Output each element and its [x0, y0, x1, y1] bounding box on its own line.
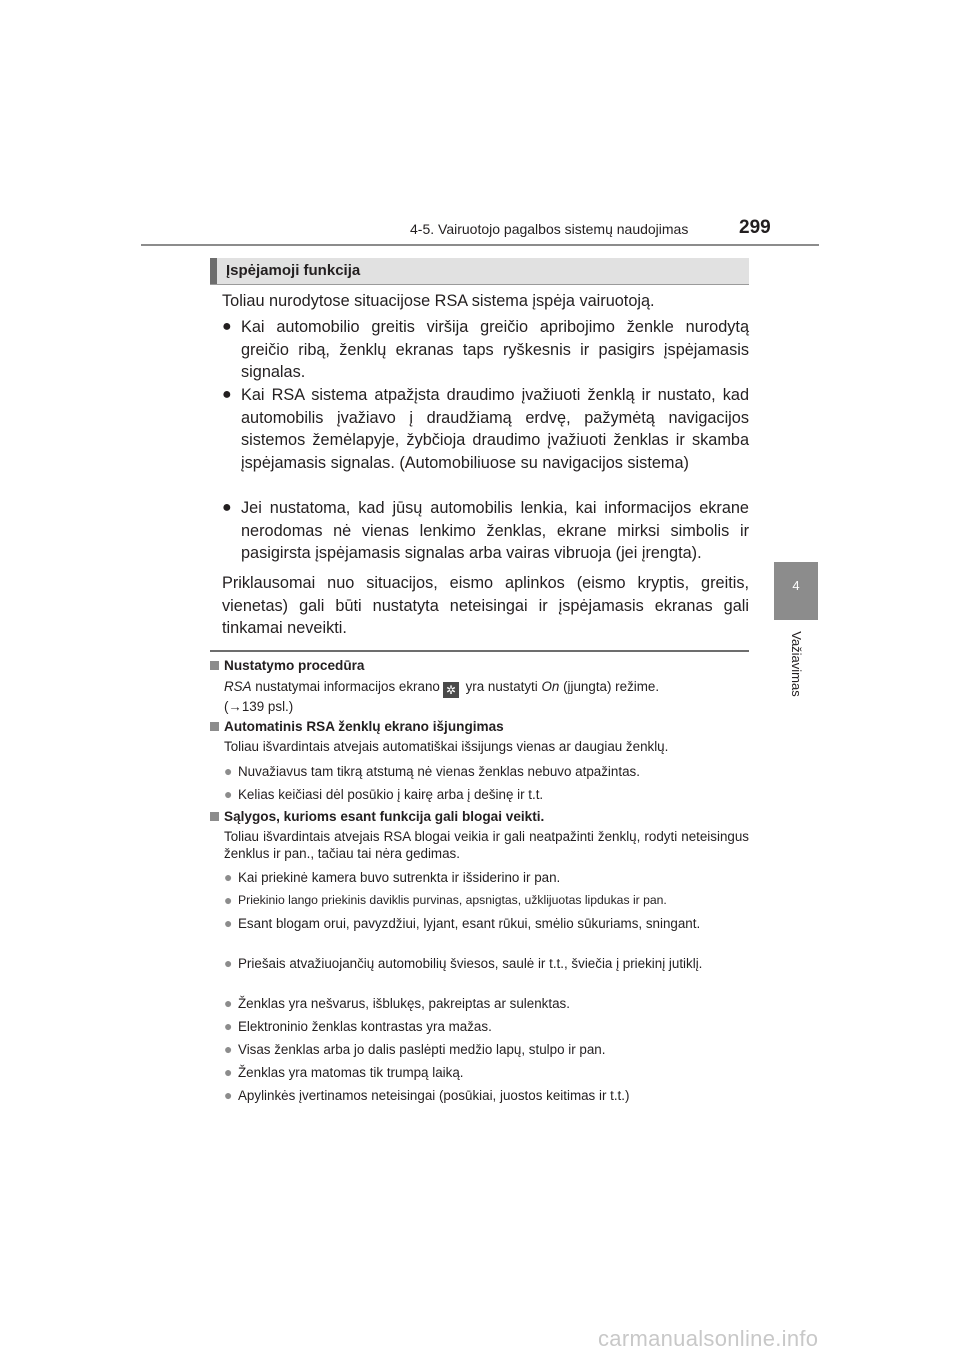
list-item — [224, 786, 749, 803]
arrow-right-icon: → — [228, 699, 242, 714]
bullet-dot-icon: ● — [224, 995, 233, 1011]
list-item — [224, 915, 749, 932]
rsa-label: RSA — [224, 679, 252, 694]
list-item-text: Ženklas yra nešvarus, išblukęs, pakreiptas ar sulenktas. — [238, 996, 570, 1011]
list-item-text: Visas ženklas arba jo dalis paslėpti medžio lapų, stulpo ir pan. — [238, 1042, 606, 1057]
list-item-text: Esant blogam orui, pavyzdžiui, lyjant, esant rūkui, smėlio sūkuriams, sningant. — [238, 916, 701, 931]
bullet-dot-icon: ● — [224, 915, 233, 931]
closing-paragraph: Priklausomai nuo situacijos, eismo aplinkos (eismo kryptis, greitis, vienetas) gali būti nustatyta neteisingai ir įspėjamasis ekranas gali tinkamai neveikti. — [222, 574, 749, 638]
setup-text-b: yra nustatyti — [461, 679, 542, 694]
list-item-text: Elektroninio ženklas kontrastas yra mažas. — [238, 1019, 492, 1034]
list-item — [224, 995, 749, 1012]
settings-icon: ✲ — [443, 682, 459, 698]
bullet-dot-icon: ● — [224, 1064, 233, 1080]
list-item — [224, 1087, 749, 1104]
bullet-text: Jei nustatoma, kad jūsų automobilis lenkia, kai informacijos ekrane nerodomas nė vienas lenkimo ženklas, ekrane mirksi simbolis ir pasigirsta įspėjamasis signalas arba vairas vibruoja (jei įrengta). — [241, 499, 749, 563]
banner-accent — [210, 258, 217, 284]
header-divider — [141, 244, 819, 246]
page-number: 299 — [739, 217, 771, 238]
intro-paragraph: Toliau nurodytose situacijose RSA sistema įspėja vairuotoją. — [222, 292, 655, 310]
list-item — [224, 869, 749, 886]
list-item-text: Kelias keičiasi dėl posūkio į kairę arba į dešinę ir t.t. — [238, 787, 544, 802]
note-heading-conditions — [210, 808, 544, 825]
square-bullet-icon — [210, 661, 219, 670]
chapter-label: Važiavimas — [789, 631, 804, 697]
note-heading-auto-off — [210, 718, 504, 735]
setup-text-a: nustatymai informacijos ekrano — [251, 679, 440, 694]
bullet-dot-icon: ● — [224, 1018, 233, 1034]
watermark: carmanualsonline.info — [598, 1326, 819, 1351]
bullet-item — [222, 316, 749, 384]
bullet-dot-icon: ● — [224, 892, 233, 908]
list-item — [224, 1041, 749, 1058]
setup-text-c: (įjungta) režime. — [559, 679, 660, 694]
chapter-number: 4 — [792, 578, 800, 593]
bullet-dot-icon: ● — [224, 763, 233, 779]
list-item — [224, 955, 749, 972]
bullet-dot-icon: ● — [222, 499, 232, 516]
page-reference: 139 psl.) — [241, 699, 294, 714]
reference-open: ( — [224, 699, 229, 714]
bullet-dot-icon: ● — [222, 318, 232, 335]
note-conditions-intro: Toliau išvardintais atvejais RSA blogai veikia ir gali neatpažinti ženklų, rodyti neteisingus ženklus ir pan., tačiau tai nėra gedimas. — [224, 829, 749, 861]
note-heading-text: Automatinis RSA ženklų ekrano išjungimas — [224, 719, 504, 734]
bullet-dot-icon: ● — [222, 386, 232, 403]
note-heading-setup — [210, 657, 365, 674]
bullet-dot-icon: ● — [224, 1087, 233, 1103]
section-title: Įspėjamoji funkcija — [226, 262, 361, 279]
list-item-text: Ženklas yra matomas tik trumpą laiką. — [238, 1065, 464, 1080]
section-divider — [210, 650, 749, 652]
list-item-text: Apylinkės įvertinamos neteisingai (posūkiai, juostos keitimas ir t.t.) — [238, 1088, 630, 1103]
bullet-dot-icon: ● — [224, 1041, 233, 1057]
bullet-dot-icon: ● — [224, 869, 233, 885]
bullet-text: Kai automobilio greitis viršija greičio apribojimo ženkle nurodytą greičio ribą, ženklų ekranas taps ryškesnis ir pasigirs įspėjamasis signalas. — [241, 318, 749, 382]
section-banner — [210, 258, 749, 285]
square-bullet-icon — [210, 812, 219, 821]
list-item-text: Kai priekinė kamera buvo sutrenkta ir išsiderino ir pan. — [238, 870, 561, 885]
bullet-text: Kai RSA sistema atpažįsta draudimo įvažiuoti ženklą ir nustato, kad automobilis įvažiavo į draudžiamą erdvę, pažymėtą navigacijos sistemos žemėlapyje, žybčioja draudimo įvažiuoti ženklas ir skamba įspėjamasis signalas. (Automobiliuose su navigacijos sistema) — [241, 386, 749, 473]
running-header-section: 4-5. Vairuotojo pagalbos sistemų naudojimas — [410, 221, 689, 237]
note-heading-text: Nustatymo procedūra — [224, 658, 365, 673]
bullet-dot-icon: ● — [224, 786, 233, 802]
list-item — [224, 1018, 749, 1035]
list-item — [224, 1064, 749, 1081]
list-item-text: Priekinio lango priekinis daviklis purvinas, apsnigtas, užklijuotas lipdukas ir pan. — [238, 893, 667, 907]
note-auto-off-intro: Toliau išvardintais atvejais automatiškai išsijungs vienas ar daugiau ženklų. — [224, 739, 669, 754]
note-setup-text — [224, 678, 749, 715]
list-item-text: Priešais atvažiuojančių automobilių šviesos, saulė ir t.t., šviečia į priekinį jutiklį. — [238, 956, 703, 971]
square-bullet-icon — [210, 722, 219, 731]
bullet-item — [222, 384, 749, 475]
bullet-item — [222, 497, 749, 565]
list-item — [224, 763, 749, 780]
list-item-text: Nuvažiavus tam tikrą atstumą nė vienas ženklas nebuvo atpažintas. — [238, 764, 640, 779]
note-heading-text: Sąlygos, kurioms esant funkcija gali blogai veikti. — [224, 809, 545, 824]
list-item — [224, 892, 749, 909]
bullet-dot-icon: ● — [224, 955, 233, 971]
on-label: On — [541, 679, 560, 694]
